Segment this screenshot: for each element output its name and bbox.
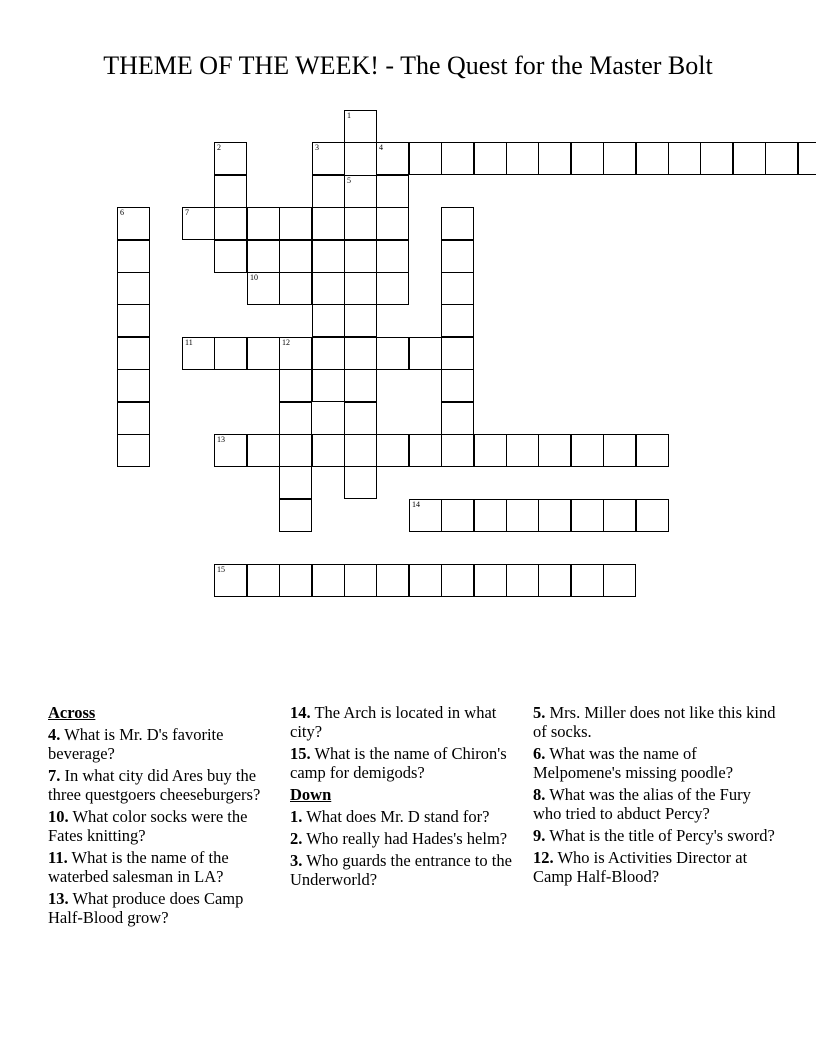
- grid-cell[interactable]: [538, 564, 571, 597]
- grid-cell[interactable]: [409, 564, 442, 597]
- grid-cell[interactable]: [117, 207, 150, 240]
- clue-number-label: 1.: [290, 807, 303, 826]
- grid-cell[interactable]: [117, 337, 150, 370]
- grid-cell[interactable]: [344, 304, 377, 337]
- grid-cell[interactable]: [506, 434, 539, 467]
- grid-cell[interactable]: [506, 564, 539, 597]
- grid-cell[interactable]: [603, 434, 636, 467]
- grid-cell[interactable]: [247, 207, 280, 240]
- clue-number: 4: [379, 143, 383, 152]
- grid-cell[interactable]: [765, 142, 798, 175]
- grid-cell[interactable]: [441, 207, 474, 240]
- grid-cell[interactable]: [441, 564, 474, 597]
- clue-item: [533, 703, 778, 741]
- clue-number-label: 12.: [533, 848, 554, 867]
- grid-cell[interactable]: [117, 304, 150, 337]
- grid-cell[interactable]: [571, 142, 604, 175]
- clue-text: The Arch is located in what city?: [290, 703, 497, 741]
- grid-cell[interactable]: [603, 564, 636, 597]
- grid-cell[interactable]: [700, 142, 733, 175]
- grid-cell[interactable]: [279, 466, 312, 499]
- grid-cell[interactable]: [376, 337, 409, 370]
- clue-number: 11: [185, 338, 193, 347]
- grid-cell[interactable]: [441, 337, 474, 370]
- clue-number-label: 14.: [290, 703, 311, 722]
- grid-cell[interactable]: [279, 402, 312, 435]
- grid-cell[interactable]: [279, 434, 312, 467]
- clue-item: [48, 848, 278, 886]
- clue-text: What is the name of Chiron's camp for demigods?: [290, 744, 507, 782]
- grid-cell[interactable]: [441, 240, 474, 273]
- grid-cell[interactable]: [376, 434, 409, 467]
- grid-cell[interactable]: [117, 369, 150, 402]
- grid-cell[interactable]: [506, 142, 539, 175]
- grid-cell[interactable]: [603, 499, 636, 532]
- clues-column-2: [290, 703, 525, 892]
- clues-column-3: [533, 703, 778, 889]
- clue-number: 7: [185, 208, 189, 217]
- clue-item: [290, 744, 525, 782]
- clue-number: 10: [250, 273, 258, 282]
- grid-cell[interactable]: [117, 402, 150, 435]
- grid-cell[interactable]: [279, 272, 312, 305]
- grid-cell[interactable]: [214, 564, 247, 597]
- clue-text: In what city did Ares buy the three questgoers cheeseburgers?: [48, 766, 261, 804]
- grid-cell[interactable]: [474, 434, 507, 467]
- clue-number: 2: [217, 143, 221, 152]
- grid-cell[interactable]: [117, 240, 150, 273]
- grid-cell[interactable]: [247, 564, 280, 597]
- grid-cell[interactable]: [474, 499, 507, 532]
- clue-number-label: 7.: [48, 766, 61, 785]
- grid-cell[interactable]: [409, 434, 442, 467]
- grid-cell[interactable]: [312, 434, 345, 467]
- clue-item: [48, 725, 278, 763]
- grid-cell[interactable]: [376, 564, 409, 597]
- grid-cell[interactable]: [376, 240, 409, 273]
- grid-cell[interactable]: [668, 142, 701, 175]
- grid-cell[interactable]: [376, 175, 409, 208]
- clue-number-label: 13.: [48, 889, 69, 908]
- clue-number: 12: [282, 338, 290, 347]
- grid-cell[interactable]: [344, 369, 377, 402]
- clue-number-label: 9.: [533, 826, 546, 845]
- grid-cell[interactable]: [441, 304, 474, 337]
- clue-number-label: 15.: [290, 744, 311, 763]
- grid-cell[interactable]: [312, 304, 345, 337]
- grid-cell[interactable]: [344, 337, 377, 370]
- grid-cell[interactable]: [538, 499, 571, 532]
- grid-cell[interactable]: [344, 110, 377, 143]
- grid-cell[interactable]: [603, 142, 636, 175]
- grid-cell[interactable]: [344, 175, 377, 208]
- grid-cell[interactable]: [409, 142, 442, 175]
- grid-cell[interactable]: [441, 499, 474, 532]
- grid-cell[interactable]: [214, 337, 247, 370]
- grid-cell[interactable]: [279, 207, 312, 240]
- grid-cell[interactable]: [441, 402, 474, 435]
- clue-number-label: 11.: [48, 848, 68, 867]
- grid-cell[interactable]: [571, 564, 604, 597]
- grid-cell[interactable]: [312, 240, 345, 273]
- grid-cell[interactable]: [376, 142, 409, 175]
- clue-number: 13: [217, 435, 225, 444]
- grid-cell[interactable]: [117, 272, 150, 305]
- grid-cell[interactable]: [571, 499, 604, 532]
- clue-item: [290, 807, 525, 826]
- clue-text: What is Mr. D's favorite beverage?: [48, 725, 224, 763]
- grid-cell[interactable]: [344, 272, 377, 305]
- grid-cell[interactable]: [279, 240, 312, 273]
- grid-cell[interactable]: [344, 240, 377, 273]
- grid-cell[interactable]: [344, 466, 377, 499]
- grid-cell[interactable]: [312, 207, 345, 240]
- clue-number-label: 2.: [290, 829, 303, 848]
- clue-text: Who guards the entrance to the Underworld?: [290, 851, 512, 889]
- clue-item: [533, 785, 778, 823]
- puzzle-title: THEME OF THE WEEK! - The Quest for the Master Bolt: [103, 51, 713, 80]
- grid-cell[interactable]: [247, 272, 280, 305]
- grid-cell[interactable]: [636, 434, 669, 467]
- grid-cell[interactable]: [247, 434, 280, 467]
- grid-cell[interactable]: [571, 434, 604, 467]
- grid-cell[interactable]: [279, 564, 312, 597]
- clue-text: What is the name of the waterbed salesman in LA?: [48, 848, 229, 886]
- grid-cell[interactable]: [798, 142, 816, 175]
- grid-cell[interactable]: [312, 369, 345, 402]
- grid-cell[interactable]: [636, 142, 669, 175]
- clue-text: Who really had Hades's helm?: [306, 829, 508, 848]
- clue-item: [290, 829, 525, 848]
- grid-cell[interactable]: [409, 499, 442, 532]
- clue-item: [48, 766, 278, 804]
- grid-cell[interactable]: [182, 207, 215, 240]
- clue-item: [290, 851, 525, 889]
- clue-number: 14: [412, 500, 420, 509]
- grid-cell[interactable]: [441, 369, 474, 402]
- grid-cell[interactable]: [538, 142, 571, 175]
- clue-number: 15: [217, 565, 225, 574]
- clue-text: Mrs. Miller does not like this kind of socks.: [533, 703, 776, 741]
- grid-cell[interactable]: [344, 564, 377, 597]
- clue-item: [533, 848, 778, 886]
- clue-text: What is the title of Percy's sword?: [549, 826, 775, 845]
- grid-cell[interactable]: [279, 369, 312, 402]
- grid-cell[interactable]: [214, 240, 247, 273]
- grid-cell[interactable]: [214, 434, 247, 467]
- clue-text: What does Mr. D stand for?: [306, 807, 490, 826]
- grid-cell[interactable]: [538, 434, 571, 467]
- grid-cell[interactable]: [312, 337, 345, 370]
- grid-cell[interactable]: [279, 499, 312, 532]
- clue-item: [533, 744, 778, 782]
- grid-cell[interactable]: [376, 207, 409, 240]
- grid-cell[interactable]: [214, 142, 247, 175]
- clue-number-label: 4.: [48, 725, 61, 744]
- clue-item: [48, 889, 278, 927]
- grid-cell[interactable]: [409, 337, 442, 370]
- clue-number-label: 3.: [290, 851, 303, 870]
- grid-cell[interactable]: [441, 142, 474, 175]
- grid-cell[interactable]: [474, 142, 507, 175]
- clue-text: What was the alias of the Fury who tried to abduct Percy?: [533, 785, 751, 823]
- grid-cell[interactable]: [636, 499, 669, 532]
- grid-cell[interactable]: [733, 142, 766, 175]
- clue-number: 1: [347, 111, 351, 120]
- grid-cell[interactable]: [117, 434, 150, 467]
- clues-heading-across: Across: [48, 703, 96, 722]
- clue-number-label: 10.: [48, 807, 69, 826]
- grid-cell[interactable]: [344, 207, 377, 240]
- clue-text: What color socks were the Fates knitting?: [48, 807, 248, 845]
- grid-cell[interactable]: [182, 337, 215, 370]
- grid-cell[interactable]: [312, 564, 345, 597]
- grid-cell[interactable]: [279, 337, 312, 370]
- clue-number-label: 8.: [533, 785, 546, 804]
- clue-item: [290, 703, 525, 741]
- grid-cell[interactable]: [247, 240, 280, 273]
- clue-text: What produce does Camp Half-Blood grow?: [48, 889, 244, 927]
- clues-column-1: [48, 703, 278, 930]
- clue-item: [533, 826, 778, 845]
- grid-cell[interactable]: [312, 272, 345, 305]
- clue-number: 6: [120, 208, 124, 217]
- grid-cell[interactable]: [247, 337, 280, 370]
- clue-text: What was the name of Melpomene's missing poodle?: [533, 744, 734, 782]
- grid-cell[interactable]: [344, 402, 377, 435]
- grid-cell[interactable]: [214, 175, 247, 208]
- clue-number: 3: [315, 143, 319, 152]
- clue-number: 5: [347, 176, 351, 185]
- clues-heading-down: Down: [290, 785, 332, 804]
- clue-number-label: 5.: [533, 703, 546, 722]
- grid-cell[interactable]: [441, 272, 474, 305]
- grid-cell[interactable]: [312, 175, 345, 208]
- clue-item: [48, 807, 278, 845]
- grid-cell[interactable]: [474, 564, 507, 597]
- grid-cell[interactable]: [376, 272, 409, 305]
- grid-cell[interactable]: [344, 434, 377, 467]
- grid-cell[interactable]: [506, 499, 539, 532]
- grid-cell[interactable]: [441, 434, 474, 467]
- clue-text: Who is Activities Director at Camp Half-Blood?: [533, 848, 748, 886]
- clue-number-label: 6.: [533, 744, 546, 763]
- grid-cell[interactable]: [312, 142, 345, 175]
- grid-cell[interactable]: [214, 207, 247, 240]
